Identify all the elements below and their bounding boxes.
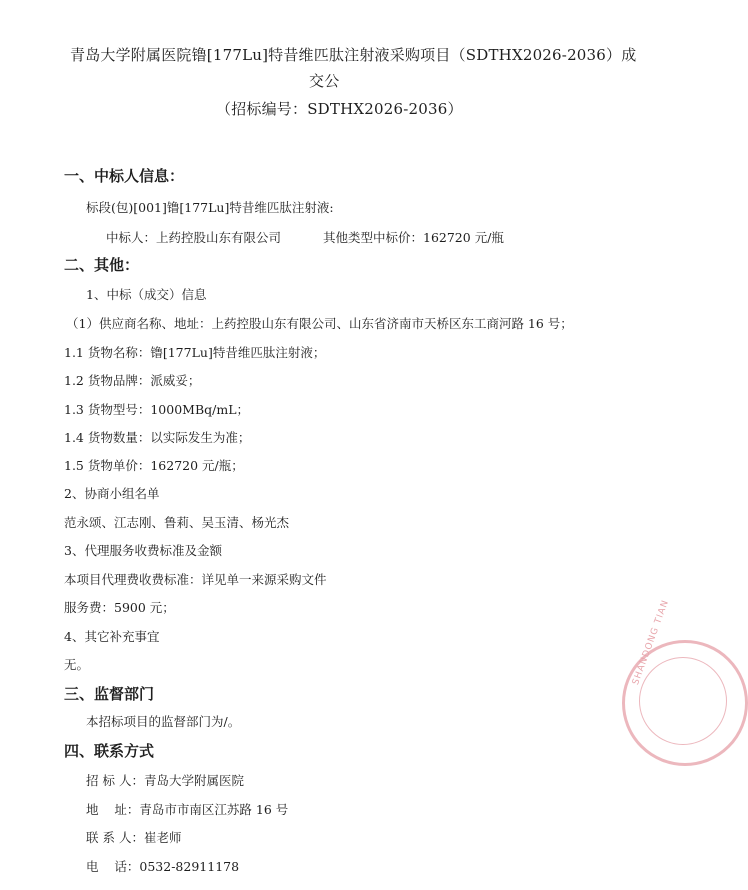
section-contact-heading: 四、联系方式 xyxy=(64,742,155,760)
other-item: 1.3 货物型号：1000MBq/mL； xyxy=(64,402,250,417)
section-supervision-heading: 三、监督部门 xyxy=(64,685,155,703)
seal-inner-ring xyxy=(639,657,727,745)
other-item: 无。 xyxy=(64,657,90,672)
other-item: 1.4 货物数量：以实际发生为准； xyxy=(64,430,251,445)
other-item: 本项目代理费收费标准：详见单一来源采购文件 xyxy=(64,572,327,587)
lot-line: 标段(包)[001]镥[177Lu]特昔维匹肽注射液: xyxy=(86,200,334,215)
doc-title-line1: 青岛大学附属医院镥[177Lu]特昔维匹肽注射液采购项目（SDTHX2026-2036）成 xyxy=(70,46,637,64)
section-other-heading: 二、其他： xyxy=(64,256,140,274)
supervision-text: 本招标项目的监督部门为/。 xyxy=(86,714,241,729)
other-item: 1、中标（成交）信息 xyxy=(86,287,207,302)
contact-person: 联 系 人：崔老师 xyxy=(86,830,182,845)
other-item: 1.1 货物名称：镥[177Lu]特昔维匹肽注射液； xyxy=(64,345,326,360)
other-item: 1.5 货物单价：162720 元/瓶； xyxy=(64,458,244,473)
other-item: （1）供应商名称、地址：上药控股山东有限公司、山东省济南市天桥区东工商河路 16 号； xyxy=(66,316,573,331)
tender-number: （招标编号：SDTHX2026-2036） xyxy=(216,100,463,118)
doc-title-line2: 交公 xyxy=(309,72,340,90)
other-item: 4、其它补充事宜 xyxy=(64,629,160,644)
other-item: 3、代理服务收费标准及金额 xyxy=(64,543,222,558)
contact-tenderer: 招 标 人：青岛大学附属医院 xyxy=(86,773,244,788)
section-winner-heading: 一、中标人信息： xyxy=(64,167,185,185)
other-item: 服务费：5900 元； xyxy=(64,600,175,615)
official-seal-stamp xyxy=(622,598,748,766)
other-item: 1.2 货物品牌：派威妥； xyxy=(64,373,201,388)
other-item: 2、协商小组名单 xyxy=(64,486,160,501)
winner-price: 其他类型中标价：162720 元/瓶 xyxy=(323,230,504,245)
contact-address: 地 址：青岛市市南区江苏路 16 号 xyxy=(86,802,289,817)
seal-text: SHANDONG TIAN xyxy=(631,598,672,687)
contact-phone: 电 话：0532-82911178 xyxy=(86,859,240,874)
other-item: 范永颂、江志刚、鲁莉、吴玉清、杨光杰 xyxy=(64,515,290,530)
winner-name: 中标人：上药控股山东有限公司 xyxy=(106,230,282,245)
